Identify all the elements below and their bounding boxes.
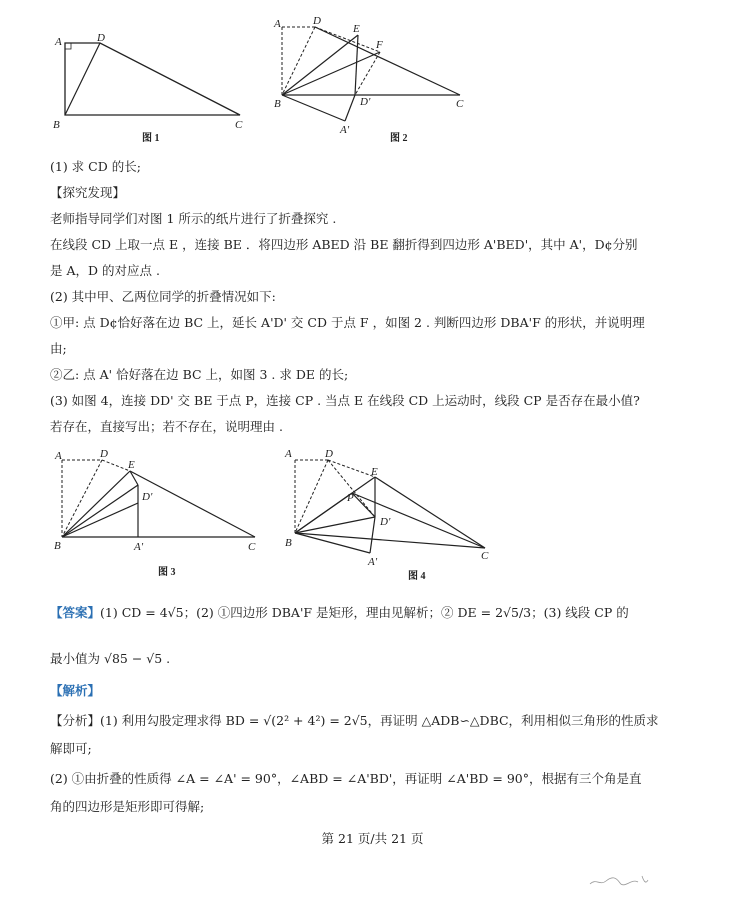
fenxi-line-3: (2) ①由折叠的性质得 ∠A = ∠A' = 90°，∠ABD = ∠A'BD'，再证明 ∠A'BD = 90°，根据有三个角是直 (50, 771, 642, 786)
label-a-prime: A' (134, 541, 144, 553)
figure-2 (270, 15, 475, 149)
label-c: C (456, 98, 464, 110)
answer-label: 【答案】 (50, 605, 101, 620)
segment-d1a1 (370, 517, 375, 553)
label-d-prime: D' (380, 516, 391, 528)
question-3-line-2: 若存在，直接写出；若不存在，说明理由 . (50, 419, 283, 434)
figure-2-caption: 图 2 (390, 133, 408, 144)
fenxi-line-4: 角的四边形是矩形即可得解; (50, 799, 205, 814)
question-2: (2) 其中甲、乙两位同学的折叠情况如下: (50, 289, 276, 304)
answer-line-2: 最小值为 √85 − √5 . (50, 651, 171, 666)
segment-ed1 (355, 35, 358, 95)
figure-1 (50, 32, 250, 149)
fenxi-line-1: 【分析】(1) 利用勾股定理求得 BD = √(2² + 4²) = 2√5，再证明 △ADB∽△DBC，利用相似三角形的性质求 (50, 713, 659, 728)
label-a: A (274, 18, 281, 30)
intro-line: 老师指导同学们对图 1 所示的纸片进行了折叠探究 . (50, 211, 337, 226)
segment-be (282, 35, 358, 95)
label-d: D (97, 32, 105, 44)
label-d-prime: D' (142, 491, 153, 503)
figure-2-diagram (270, 15, 475, 145)
label-f: F (376, 39, 383, 51)
label-e: E (353, 23, 360, 35)
yi-line: ②乙: 点 A' 恰好落在边 BC 上，如图 3 . 求 DE 的长; (50, 367, 349, 382)
fenxi-line-2: 解即可; (50, 741, 92, 756)
segment-ba1 (282, 95, 345, 121)
analysis-label: 【解析】 (50, 683, 101, 698)
label-a-prime: A' (340, 124, 350, 136)
label-d-prime: D' (360, 96, 371, 108)
answer-line-1 (50, 604, 670, 622)
label-a-prime: A' (368, 556, 378, 568)
segment-ec (375, 477, 485, 548)
figure-1-caption: 图 1 (142, 133, 160, 144)
label-a: A (285, 448, 292, 460)
label-b: B (53, 119, 60, 131)
dashed-de (102, 460, 130, 471)
figure-3-diagram (50, 445, 270, 580)
label-d: D (100, 448, 108, 460)
segment-bf (282, 52, 380, 95)
jia-line-2: 由; (50, 341, 67, 356)
label-b: B (274, 98, 281, 110)
label-a: A (55, 450, 62, 462)
right-angle-mark (65, 43, 71, 49)
figure-4-diagram (280, 445, 500, 585)
dashed-bd (62, 460, 102, 537)
question-3-line-1: (3) 如图 4，连接 DD' 交 BE 于点 P，连接 CP . 当点 E 在线段 CD 上运动时，线段 CP 是否存在最小值? (50, 393, 640, 408)
quadrilateral-abcd (65, 43, 240, 115)
label-b: B (54, 540, 61, 552)
jia-line-1: ①甲: 点 D¢恰好落在边 BC 上，延长 A'D' 交 CD 于点 F ，如图 2 . 判断四边形 DBA'F 的形状，并说明理 (50, 315, 645, 330)
page-footer: 第 21 页/共 21 页 (321, 831, 424, 846)
dashed-bd (282, 27, 315, 95)
segment-bd1 (62, 485, 138, 537)
label-c: C (235, 119, 243, 131)
question-1: (1) 求 CD 的长; (50, 159, 141, 174)
label-b: B (285, 537, 292, 549)
segment-a1d1 (345, 95, 355, 121)
answer-text-1: (1) CD = 4√5；(2) ①四边形 DBA'F 是矩形，理由见解析；② DE = 2√5/3；(3) 线段 CP 的 (100, 605, 629, 620)
label-d: D (313, 15, 321, 27)
dashed-de (315, 27, 380, 52)
segment-dc (315, 27, 460, 95)
fold-line-2: 是 A，D 的对应点 . (50, 263, 160, 278)
label-a: A (55, 36, 62, 48)
figure-4-caption: 图 4 (408, 571, 426, 582)
label-e: E (128, 459, 135, 471)
segment-ec (130, 471, 255, 537)
label-d: D (325, 448, 333, 460)
figure-4 (280, 445, 500, 589)
label-p: P (347, 492, 354, 504)
segment-bx (62, 503, 138, 537)
label-c: C (481, 550, 489, 562)
label-e: E (371, 466, 378, 478)
figure-1-diagram (50, 32, 250, 145)
dashed-ef (355, 52, 380, 95)
segment-pd1 (352, 493, 375, 517)
fold-line-1: 在线段 CD 上取一点 E ，连接 BE ．将四边形 ABED 沿 BE 翻折得到四边形 A'BED'，其中 A'，D¢分别 (50, 237, 638, 252)
label-c: C (248, 541, 256, 553)
figure-3 (50, 445, 270, 584)
explore-heading: 【探究发现】 (50, 185, 126, 200)
figure-3-caption: 图 3 (158, 567, 176, 578)
segment-be (62, 471, 130, 537)
segment-bd (65, 43, 100, 115)
handwritten-scribble (588, 872, 658, 892)
